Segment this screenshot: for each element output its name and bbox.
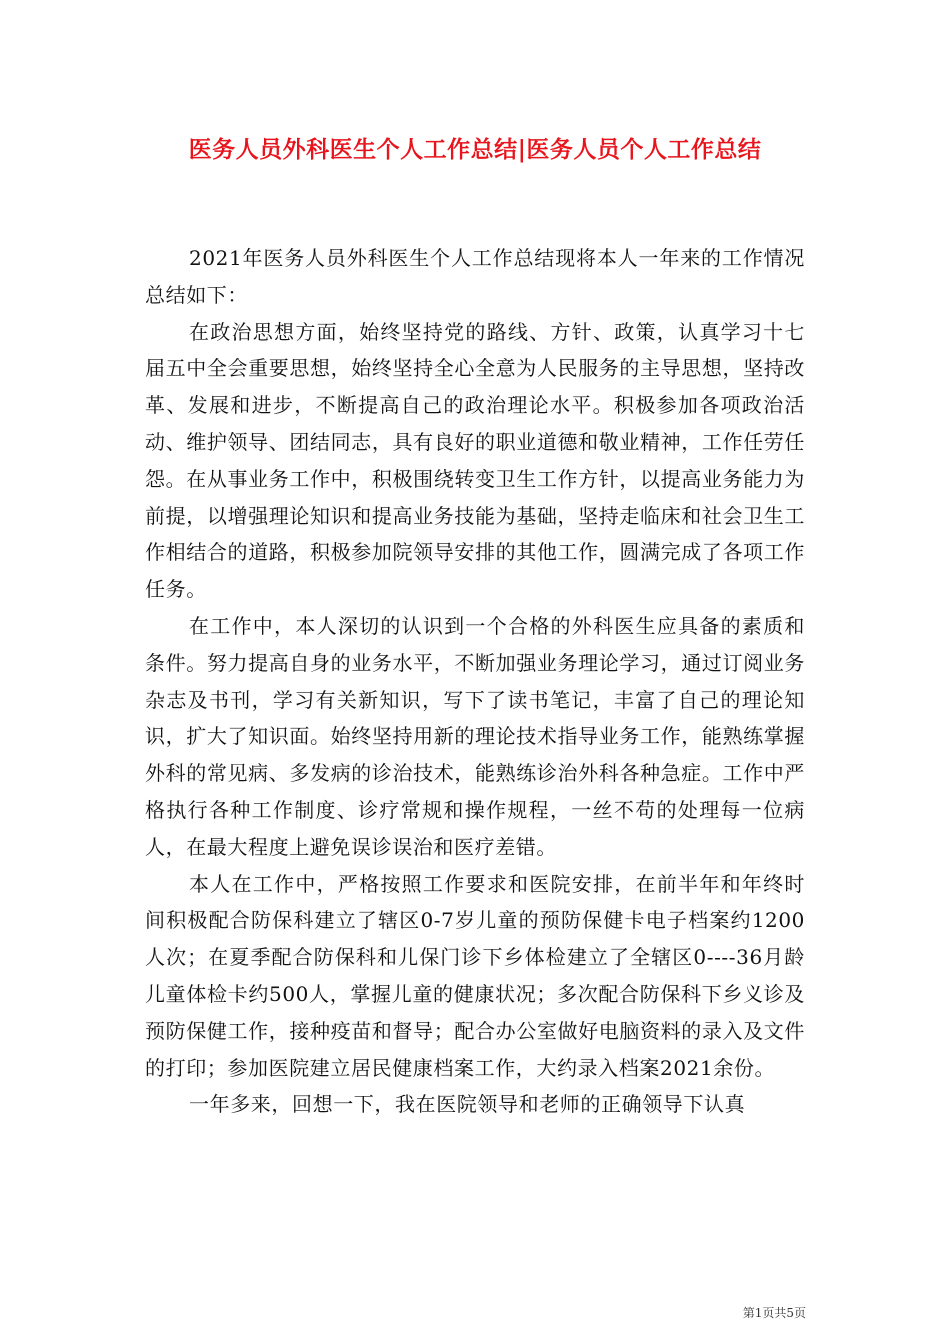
document-body (145, 240, 805, 1123)
document-title: 医务人员外科医生个人工作总结|医务人员个人工作总结 (188, 136, 762, 163)
paragraph-political: 在政治思想方面，始终坚持党的路线、方针、政策，认真学习十七届五中全会重要思想，始终坚持全心全意为人民服务的主导思想，坚持改革、发展和进步，不断提高自己的政治理论水平。积极参加各项政治活动、维护领导、团结同志，具有良好的职业道德和敬业精神，工作任劳任怨。在从事业务工作中，积极围绕转变卫生工作方针，以提高业务能力为前提，以增强理论知识和提高业务技能为基础，坚持走临床和社会卫生工作相结合的道路，积极参加院领导安排的其他工作，圆满完成了各项工作任务。 (145, 319, 805, 602)
paragraph-intro: 2021年医务人员外科医生个人工作总结现将本人一年来的工作情况总结如下： (145, 246, 805, 307)
page-number: 第1页共5页 (742, 1306, 806, 1320)
paragraph-duties: 本人在工作中，严格按照工作要求和医院安排，在前半年和年终时间积极配合防保科建立了辖区0-7岁儿童的预防保健卡电子档案约1200人次；在夏季配合防保科和儿保门诊下乡体检建立了全辖区0----36月龄儿童体检卡约500人，掌握儿童的健康状况；多次配合防保科下乡义诊及预防保健工作，接种疫苗和督导；配合办公室做好电脑资料的录入及文件的打印；参加医院建立居民健康档案工作，大约录入档案2021余份。 (145, 871, 805, 1080)
paragraph-work: 在工作中，本人深切的认识到一个合格的外科医生应具备的素质和条件。努力提高自身的业务水平，不断加强业务理论学习，通过订阅业务杂志及书刊，学习有关新知识，写下了读书笔记，丰富了自己的理论知识，扩大了知识面。始终坚持用新的理论技术指导业务工作，能熟练掌握外科的常见病、多发病的诊治技术，能熟练诊治外科各种急症。工作中严格执行各种工作制度、诊疗常规和操作规程，一丝不苟的处理每一位病人，在最大程度上避免误诊误治和医疗差错。 (145, 613, 805, 859)
paragraph-summary: 一年多来，回想一下，我在医院领导和老师的正确领导下认真 (189, 1092, 746, 1117)
